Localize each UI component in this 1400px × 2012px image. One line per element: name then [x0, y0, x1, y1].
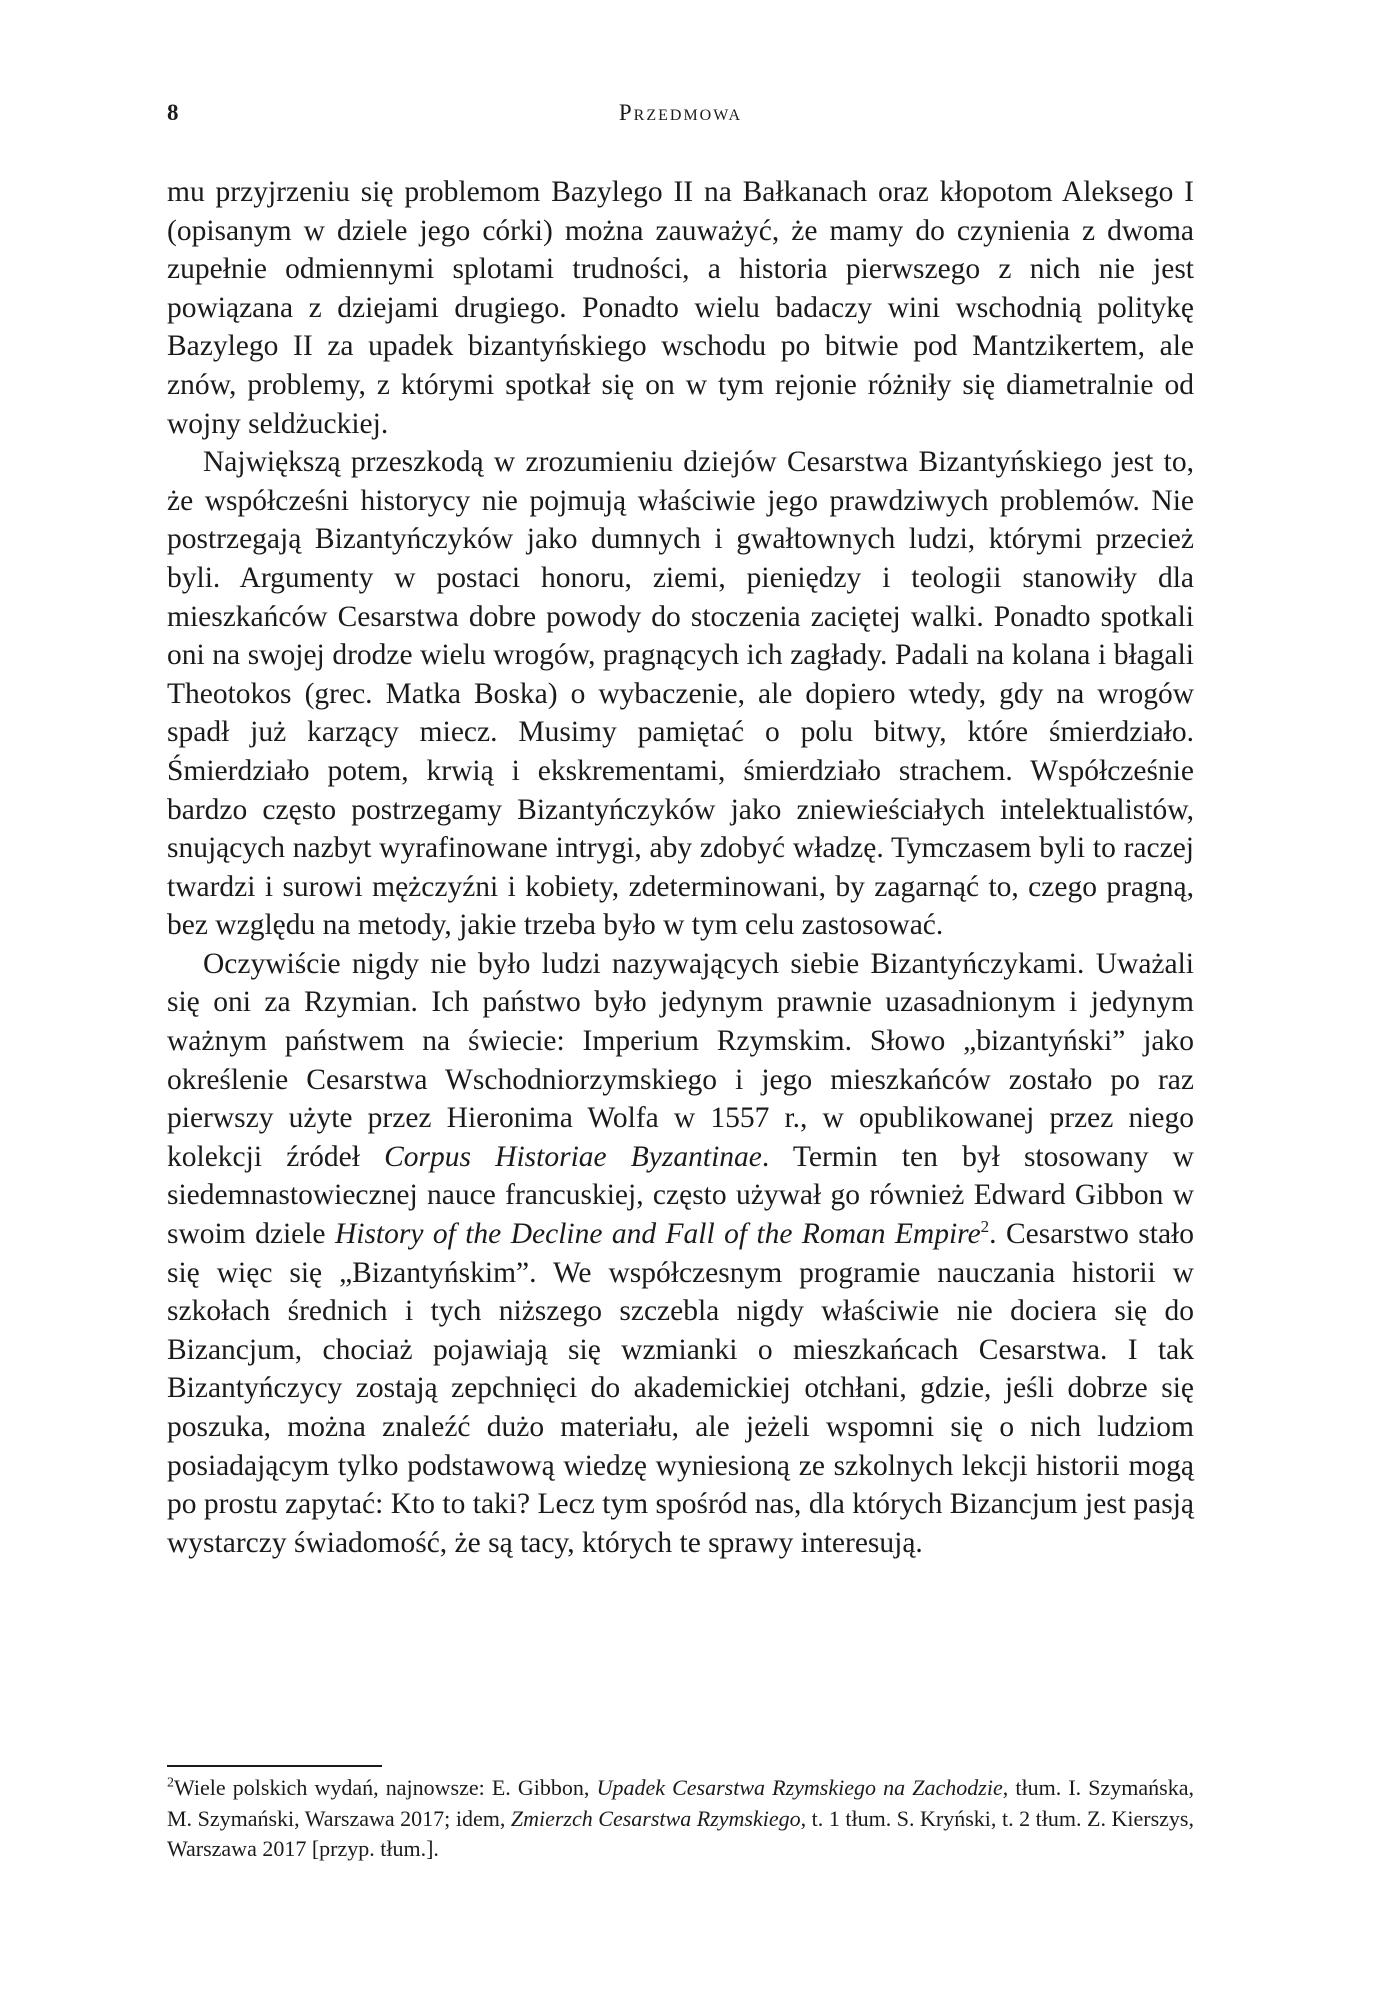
- footnote-title-upadek: Upadek Cesarstwa Rzymskiego na Zachodzie: [596, 1775, 1003, 1800]
- paragraph-3: [167, 945, 1194, 1563]
- page-header: [167, 100, 1194, 140]
- footnote-text-a: Wiele polskich wydań, najnowsze: E. Gibbon,: [174, 1775, 597, 1800]
- footnote-text-b: , tłum. I. Szymańska, M. Szymański, Warszawa 2017; idem,: [167, 1775, 1195, 1831]
- paragraph-3-text-a: Oczywiście nigdy nie było ludzi nazywających siebie Bizantyńczykami. Uważali się oni za Rzymian. Ich państwo było jedynym prawnie uzasadnionym i jedynym ważnym państwem na świecie: Imperium Rzymskim. Słowo „bizantyński” jako określenie Cesarstwa Wschodniorzymskiego i jego mieszkańców zostało po raz pierwszy użyte przez Hieronima Wolfa w 1557 r., w opublikowanej przez niego kolekcji źródeł: [167, 947, 1194, 1173]
- running-head: Przedmowa: [618, 100, 743, 125]
- paragraph-2: Największą przeszkodą w zrozumieniu dziejów Cesarstwa Bizantyńskiego jest to, że współcześni historycy nie pojmują właściwie jego prawdziwych problemów. Nie postrzegają Bizantyńczyków jako dumnych i gwałtownych ludzi, którymi przecież byli. Argumenty w postaci honoru, ziemi, pieniędzy i teologii stanowiły dla mieszkańców Cesarstwa dobre powody do stoczenia zaciętej walki. Ponadto spotkali oni na swojej drodze wielu wrogów, pragnących ich zagłady. Padali na kolana i błagali Theotokos (grec. Matka Boska) o wybaczenie, ale dopiero wtedy, gdy na wrogów spadł już karzący miecz. Musimy pamiętać o polu bitwy, które śmierdziało. Śmierdziało potem, krwią i ekskrementami, śmierdziało strachem. Współcześnie bardzo często postrzegamy Bizantyńczyków jako zniewieściałych intelektualistów, snujących nazbyt wyrafinowane intrygi, aby zdobyć władzę. Tymczasem byli to raczej twardzi i surowi mężczyźni i kobiety, zdeterminowani, by zagarnąć to, czego pragną, bez względu na metody, jakie trzeba było w tym celu zastosować.: [167, 446, 1194, 942]
- footnote-divider: [167, 1765, 382, 1767]
- paragraph-1: mu przyjrzeniu się problemom Bazylego II na Bałkanach oraz kłopotom Aleksego I (opisanym w dziele jego córki) można zauważyć, że mamy do czynienia z dwoma zupełnie odmiennymi splotami trudności, a historia pierwszego z nich nie jest powiązana z dziejami drugiego. Ponadto wielu badaczy wini wschodnią politykę Bazylego II za upadek bizantyńskiego wschodu po bitwie pod Mantzikertem, ale znów, problemy, z którymi spotkał się on w tym rejonie różniły się diametralnie od wojny seldżuckiej.: [167, 176, 1194, 440]
- footnote-title-zmierzch: Zmierzch Cesarstwa Rzymskiego: [510, 1805, 801, 1831]
- footnote: [167, 1773, 1194, 1865]
- paragraph-3-text-c: . Cesarstwo stało się więc się „Bizantyńskim”. We współczesnym programie nauczania historii w szkołach średnich i tych niższego szczebla nigdy właściwie nie dociera się do Bizancjum, chociaż pojawiają się wzmianki o mieszkańcach Cesarstwa. I tak Bizantyńczycy zostają zepchnięci do akademickiej otchłani, gdzie, jeśli dobrze się poszuka, można znaleźć dużo materiału, ale jeżeli wspomni się o nich ludziom posiadającym tylko podstawową wiedzę wyniesioną ze szkolnych lekcji historii mogą po prostu zapytać: Kto to taki? Lecz tym spośród nas, dla których Bizancjum jest pasją wystarczy świadomość, że są tacy, których te sprawy interesują.: [167, 1218, 1194, 1559]
- body-text: [167, 173, 1194, 1562]
- page-number: 8: [167, 100, 179, 125]
- footnote-number: 2: [167, 1775, 174, 1791]
- paragraph-3-text-b: . Termin ten był stosowany w siedemnastowiecznej nauce francuskiej, często używał go również Edward Gibbon w swoim dziele: [167, 1140, 1194, 1251]
- title-corpus-historiae-byzantinae: Corpus Historiae Byzantinae: [384, 1140, 762, 1173]
- title-history-of-decline-and-fall: History of the Decline and Fall of the Roman Empire: [334, 1218, 981, 1251]
- footnote-text-c: , t. 1 tłum. S. Kryński, t. 2 tłum. Z. Kierszys, Warszawa 2017 [przyp. tłum.].: [167, 1805, 1194, 1861]
- footnote-reference[interactable]: 2: [980, 1217, 990, 1237]
